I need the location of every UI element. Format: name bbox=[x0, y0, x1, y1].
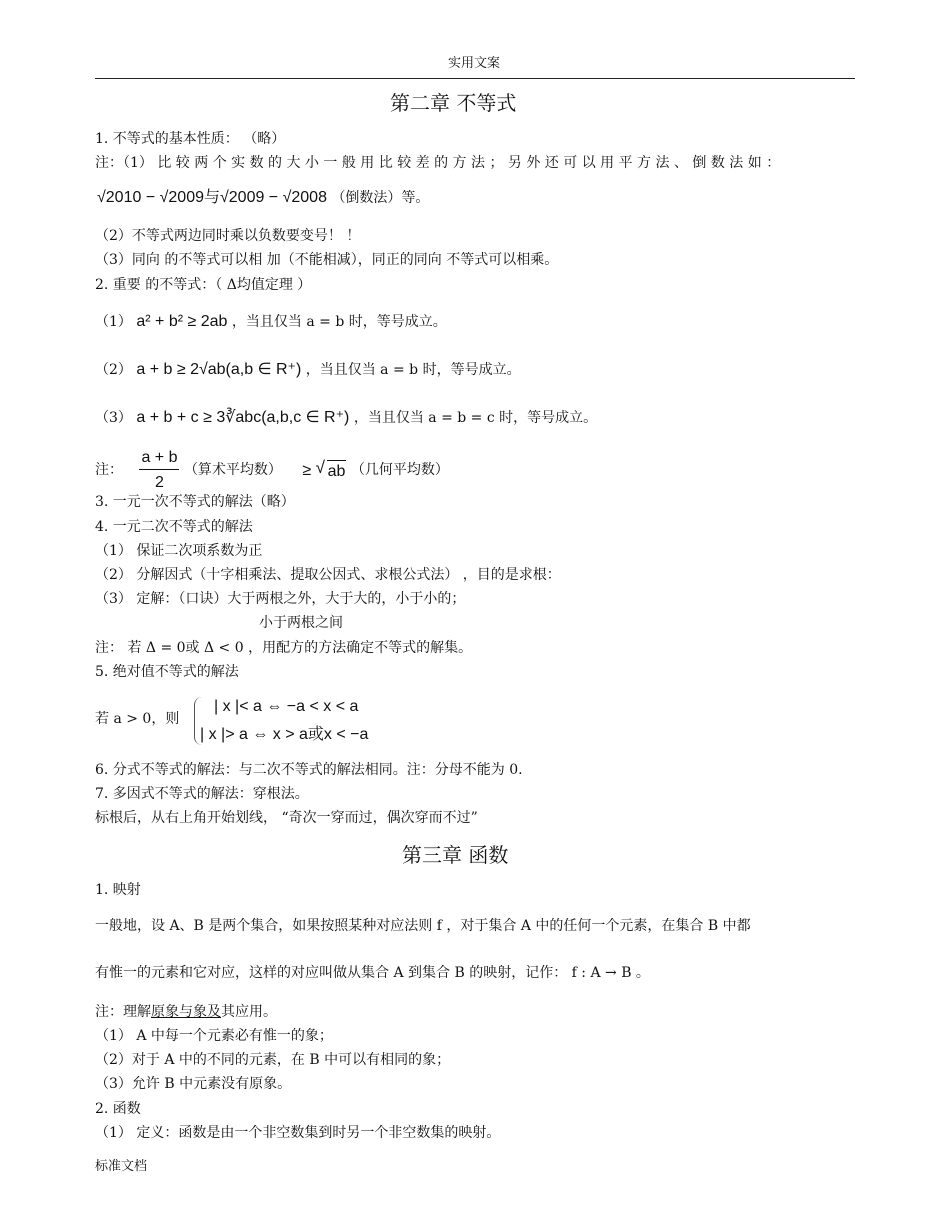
mapping-note-underlined: 原象与象及 bbox=[151, 1004, 221, 1020]
section-7-heading: 7. 多因式不等式的解法：穿根法。 bbox=[95, 786, 309, 802]
mapping-note-suffix: 其应用。 bbox=[221, 1004, 277, 1020]
geometric-sqrt bbox=[315, 457, 347, 481]
arithmetic-mean-label: （算术平均数） bbox=[183, 461, 282, 478]
absolute-value-case-1: | x |< a ⇔ −a < x < a bbox=[214, 698, 359, 715]
section-4-step-2: （2） 分解因式（十字相乘法、提取公因式、求根公式法） ，目的是求根： bbox=[95, 567, 561, 583]
section-4-note: 注： 若 Δ = 0或 Δ < 0 ，用配方的方法确定不等式的解集。 bbox=[95, 640, 473, 656]
page-header-title: 实用文案 bbox=[448, 56, 501, 71]
section-7-note: 标根后，从右上角开始划线， “奇次一穿而过，偶次穿而不过” bbox=[95, 810, 478, 826]
mapping-definition-line-2: 有惟一的元素和它对应，这样的对应叫做从集合 A 到集合 B 的映射，记作： f : A → B 。 bbox=[95, 965, 650, 981]
page-footer: 标准文档 bbox=[95, 1159, 148, 1174]
function-heading: 2. 函数 bbox=[95, 1101, 141, 1117]
header-divider bbox=[95, 78, 855, 79]
section-4-step-1: （1） 保证二次项系数为正 bbox=[95, 543, 263, 559]
example-expr-text: √2010 − √2009与√2009 − √2008 bbox=[97, 189, 327, 206]
radical-icon: √ bbox=[315, 457, 325, 477]
absolute-value-case-2: | x |> a ⇔ x > a或x < −a bbox=[200, 726, 369, 743]
mapping-note bbox=[95, 1005, 277, 1019]
section-4-step-3-cont: 小于两根之间 bbox=[259, 615, 343, 631]
inequality-3 bbox=[95, 410, 597, 426]
ineq-3-expr: a + b + c ≥ 3∛abc(a,b,c ∈ R⁺) bbox=[136, 409, 350, 426]
section-5-heading: 5. 绝对值不等式的解法 bbox=[95, 664, 239, 680]
ineq-3-condition: ，当且仅当 a = b = c 时，等号成立。 bbox=[353, 410, 598, 426]
ineq-1-label: （1） bbox=[95, 314, 132, 330]
chapter-2-title: 第二章 不等式 bbox=[390, 91, 517, 115]
mapping-note-prefix: 注：理解 bbox=[95, 1004, 151, 1020]
sqrt-body: ab bbox=[327, 460, 347, 481]
section-3-heading: 3. 一元一次不等式的解法（略） bbox=[95, 494, 295, 510]
note-3: （3）同向 的不等式可以相 加（不能相减），同正的同向 不等式可以相乘。 bbox=[95, 252, 559, 268]
section-1-heading: 1. 不等式的基本性质： （略） bbox=[95, 131, 286, 147]
mean-denominator: 2 bbox=[155, 474, 164, 492]
mapping-heading: 1. 映射 bbox=[95, 882, 141, 898]
chapter-3-title: 第三章 函数 bbox=[402, 843, 509, 867]
inequality-2 bbox=[95, 362, 521, 378]
mapping-note-2: （2）对于 A 中的不同的元素，在 B 中可以有相同的象； bbox=[95, 1052, 451, 1068]
geq-symbol: ≥ bbox=[302, 461, 312, 479]
mean-note-prefix: 注： bbox=[95, 461, 123, 478]
ineq-1-condition: ，当且仅当 a = b 时，等号成立。 bbox=[231, 314, 447, 330]
ineq-2-condition: ，当且仅当 a = b 时，等号成立。 bbox=[305, 362, 521, 378]
function-definition: （1） 定义：函数是由一个非空数集到时另一个非空数集的映射。 bbox=[95, 1125, 501, 1141]
ineq-2-label: （2） bbox=[95, 362, 132, 378]
note-1: 注：（1） 比 较 两 个 实 数 的 大 小 一 般 用 比 较 差 的 方 法 ； 另 外 还 可 以 用 平 方 法 、 倒 数 法 如 ： bbox=[95, 155, 781, 171]
example-expression bbox=[97, 190, 429, 206]
inequality-1 bbox=[95, 314, 447, 330]
mapping-note-3: （3）允许 B 中元素没有原象。 bbox=[95, 1076, 292, 1092]
section-4-heading: 4. 一元二次不等式的解法 bbox=[95, 519, 253, 535]
ineq-3-label: （3） bbox=[95, 410, 132, 426]
mean-inequality-note bbox=[95, 448, 449, 492]
mean-fraction bbox=[139, 448, 179, 492]
ineq-1-expr: a² + b² ≥ 2ab bbox=[136, 313, 228, 330]
absolute-value-prefix: 若 a > 0，则 bbox=[95, 711, 180, 727]
mean-numerator: a + b bbox=[139, 448, 179, 470]
section-6-heading: 6. 分式不等式的解法：与二次不等式的解法相同。注：分母不能为 0. bbox=[95, 762, 523, 778]
note-2: （2）不等式两边同时乘以负数要变号！ ！ bbox=[95, 228, 361, 244]
section-4-step-3: （3） 定解：（口诀）大于两根之外，大于大的，小于小的； bbox=[95, 591, 466, 607]
mapping-definition-line-1: 一般地，设 A、B 是两个集合，如果按照某种对应法则 f ，对于集合 A 中的任何一个元素，在集合 B 中都 bbox=[95, 918, 751, 934]
section-2-heading: 2. 重要 的不等式：（ Δ均值定理 ） bbox=[95, 277, 312, 293]
mapping-note-1: （1） A 中每一个元素必有惟一的象； bbox=[95, 1028, 333, 1044]
example-note: （倒数法）等。 bbox=[331, 190, 430, 206]
geometric-mean-label: （几何平均数） bbox=[350, 461, 449, 478]
ineq-2-expr: a + b ≥ 2√ab(a,b ∈ R⁺) bbox=[136, 361, 302, 378]
